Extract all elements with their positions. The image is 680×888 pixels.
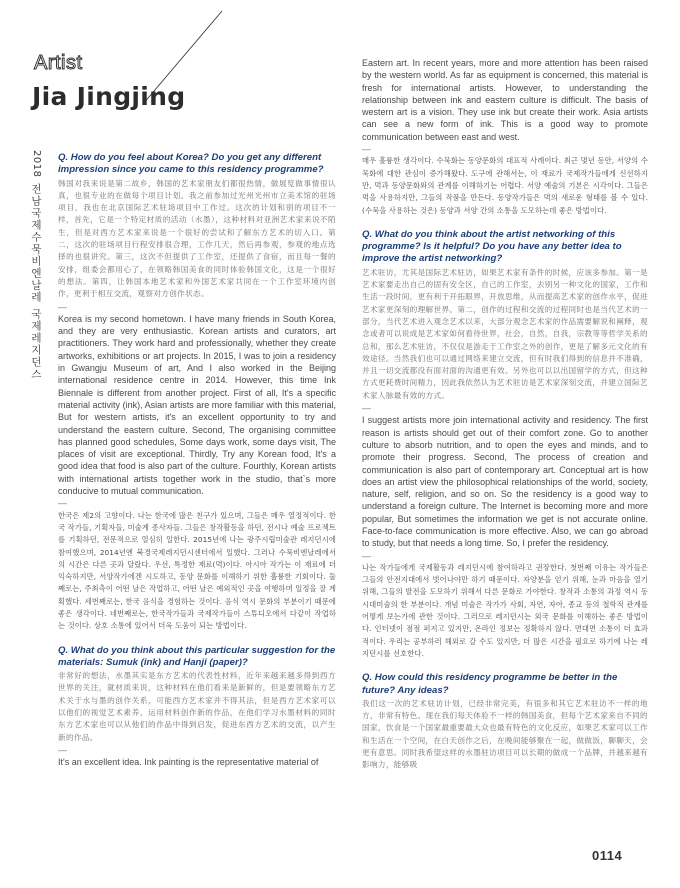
question-4: Q. How could this residency programme be better in the future? Any ideas? [362,672,618,696]
answer-3-chinese: 艺术驻访，尤其是国际艺术驻访，如果艺术家有条件的时候，应该多参加。第一是艺术家要走出自己的固有安全区，自己的工作室，去别另一种文化的国家，工作和生活一段时间，更有利于开拓眼界，开放思维，从而提高艺术家的创作水平，促进艺术家更深刻的理解世界。第二，创作的过程和交流的过程同时也是当代艺术的一部分，当代艺术进入观念艺术以来，大部分观念艺术家的作品需要解说和阐释，观念或者可以说成是艺术家如何看待世界，社会，自然，自我，宗教等等哲学关系的总和，那么艺术驻访，不仅仅是游走于工作室之外的创作，更是了解多元文化的有效途径。当然我们也可以通过网络来建立交流，但有时我们得到的信息并不准确，并且一切交流都没有面对面的沟通更有效。另外也可以以出国留学的方式，但这种方式更耗费时间精力，因此我依然认为艺术驻访是艺术家深刻交流，并建立国际艺术家人脉最有效的方式。 [362,267,648,400]
section-divider: — [362,144,371,155]
answer-3-english: I suggest artists more join international activity and residency. The first reason is artists should get out of their comfort zone. Go to another culture to absorb nutrition, and to open the eyes and minds, and to promote their progress. Second, The process of creation and communication is also part of contemporary art. Conceptual art is how does an artist view the philosophical relationships of the world, society, nature, self, religion, and so on. So the residency is a good way to understand a foreign culture. The Internet is becoming more and more popular, But sometimes the information we get is not accurate online. Face-to-face communication is more effective. Also, we can go abroad to study, but that needs a long time. So, I prefer the residency. [362,415,648,549]
side-title [30,150,44,380]
section-divider: — [362,550,371,561]
question-3: Q. What do you think about the artist networking of this programme? Is it helpful? Do you have any better idea to improve the artist networking? [362,228,622,265]
left-column [58,152,336,872]
answer-1-english: Korea is my second hometown. I have many friends in South Korea, and they are very enthusiastic. Korean artists and curators, art practitioners. They work hard and professionally, whether they create artworks, exhibitions or art projects. In 2015, I was to join a residency in Gwangju Museum of art, And I also worked in the Beijing international residence centre in 2014. However, this time Ink Biennale is different from another project. First of all, It's a specific material activity (ink), Asian artists are more familiar with this material, But for western artists, it's an excellent opportunity to try and understand the eastern culture. Second, The organising committee has planned good schedules, Some days work, some days visit, The places of visit are exceptional. Thirdly, Try any Korean food, It's a good idea that food is also part of the culture. Fourthly, Korean artists with international artists together work in the studio, that`s more conducive to mutual communication. [58,313,336,497]
answer-2-english-start: It's an excellent idea. Ink painting is the representative material of [58,757,319,768]
answer-2-chinese: 非常好的想法，水墨其实是东方艺术的代表性材料，近年来越来越多得到西方世界的关注，就材质来说，这种材料在他们看来是新鲜的，但是要领略东方艺术关于水与墨的创作关系，可能西方艺术家并不得其法，但是西方艺术家可以以他们的视觉艺术素养，运用材料创作新的作品，在他们学习水墨材料的同时东方艺术家也可以从他们的作品中得到启发，促进东西方艺术的交流，以产生新的作品。 [58,671,336,742]
answer-2-korean: 매우 훌륭한 생각이다. 수묵화는 동양문화의 대표적 사례이다. 최근 몇년 동안, 서양의 수묵화에 대한 관심이 증가해왔다. 도구에 관해서는, 이 재료가 국제작가들에게 신선하지만, 먹과 동양문화와의 관계를 이해하기는 어렵다. 서양 예술의 기본은 시각이다. 그들은 먹을 사용하지만, 그들의 작품을 만든다. 동양작가들은 먹의 새로운 형태를 볼 수 있다. (수묵을 사용하는 것은) 동양과 서양 간의 소통을 도모하는데 좋은 방법이다. [362,156,648,215]
page-number: 0114 [592,848,623,863]
artist-label: Artist [34,52,83,74]
question-1: Q. How do you feel about Korea? Do you get any different impression since you came to this residency programme? [58,152,324,176]
section-divider: — [362,403,371,414]
question-2: Q. What do you think about this particular suggestion for the materials: Sumuk (ink) and Hanji (paper)? [58,644,336,668]
section-divider: — [58,744,67,755]
artist-name: Jia Jingjing [32,82,186,111]
answer-3-korean: 나는 작가들에게 국제활동과 레지던시에 참여하라고 권장한다. 첫번째 이유는 작가들은 그들의 안전지대에서 벗어나야만 하기 때문이다. 자양분을 얻기 위해, 눈과 마음을 열기 위해, 그들의 발전을 도모하기 위해서 다른 문화로 가야한다. 창작과 소통의 과정 역시 동시대미술의 한 부분이다. 개념 미술은 작가가 사회, 자연, 자아, 종교 등의 철학적 관계를 어떻게 보는가에 관한 것이다. 그러므로 레지던시는 외국 문화를 이해하는 좋은 방법이다. 인터넷이 점점 퍼지고 있지만, 온라인 정보는 정확하지 않다. 면대면 소통이 더 효과적이다. 우리는 공부하러 해외로 갈 수도 있지만, 더 많은 시간을 필요로 하기에 나는 레지던시를 선호한다. [362,562,648,658]
section-divider: — [58,301,67,312]
side-title-year: 2018 [31,150,42,178]
answer-1-chinese: 韩国对我来说是第二故乡，韩国的艺术家朋友们都很热情，做展览做事情很认真，也很专业的在做每个项目计划。我之前参加过光州光州市立美术馆的驻场项目，我也在北京国际艺术驻场项目中工作过。这次的计划和别的项目不一样，首先，它是一个特定材质的活动（水墨），这种材料对亚洲艺术家来说不陌生，但是对西方艺术家来说是一个很好的尝试和了解东方艺术的切入口。第二，这次的驻场项目行程安排很合理，工作几天，然后再参观，参观的地点选择的也很讲究。第三，这次不但提供了工作室，还提供了食宿，而且每一餐的安排，组委会都用心了，在领略韩国美食的同时体验韩国文化，这是一个很好的想法。第四，让韩国本地艺术家和外国艺术家共同在一个工作室环境内创作，更利于相互交流，观察对方创作状态。 [58,178,336,299]
answer-1-korean: 한국은 제2의 고향이다. 나는 한국에 많은 친구가 있으며, 그들은 매우 열정적이다. 한국 작가들, 기획자들, 미술계 종사자들. 그들은 창작활동을 하던, 전시나 예술 프로젝트를 기획하던, 전문적으로 열심히 일한다. 2015년에 나는 광주시립미술관 레지던시에 참여했으며, 2014년엔 북경국제레지던시센터에서 일했다. 그러나 수묵비엔날레에서의 시간은 다른 곳과 달랐다. 우선, 특정한 재료(먹)이다. 아시아 작가는 이 재료에 더 익숙하지만, 서양작가에겐 시도하고, 동양 문화를 이해하기 위한 훌륭한 기회이다. 둘째로는, 주최측이 어떤 날은 작업하고, 어떤 날은 예외적인 곳을 여행하며 일정을 잘 계획했다. 세번째로는, 한국 음식을 경험하는 것이다. 음식 역시 문화의 부분이기 때문에 좋은 생각이다. 네번째로는, 한국작가들과 국제작가들이 스튜디오에서 다같이 작업하는 것이다. 상호 소통에 있어서 더욱 도움이 되는 방법이다. [58,510,336,631]
side-title-text: 전남국제수묵비엔날레 국제레지던스 [30,183,42,381]
answer-2-english-continued: Eastern art. In recent years, more and more attention has been raised by the western world. As far as equipment is concerned, this material is fresh for international artists. However, to understanding the relationship between ink and eastern culture is difficult. The basis of western art is a vision. They use ink but create their work. Asia artists can see a new form of ink. This is a good way to promote communication between east and west. [362,58,648,142]
answer-4-chinese: 我们这一次的艺术驻访计划，已经非常完美，有很多和其它艺术驻访不一样的地方，非常有特色。现在我们每天体验不一样的韩国美食，但每个艺术家来自不同的国家，饮食是一个国家最重要最大众也最有特色的文化反应，如果艺术家可以工作和生活在一个空间，在白天创作之后，在晚间能够聚在一起，做做饭，聊聊天，会更有意思。同时我希望这样的水墨驻访项目可以长期的做成一个品牌，并越来越有影响力，能够吸 [362,698,648,770]
section-divider: — [58,498,67,509]
right-column [362,57,648,872]
